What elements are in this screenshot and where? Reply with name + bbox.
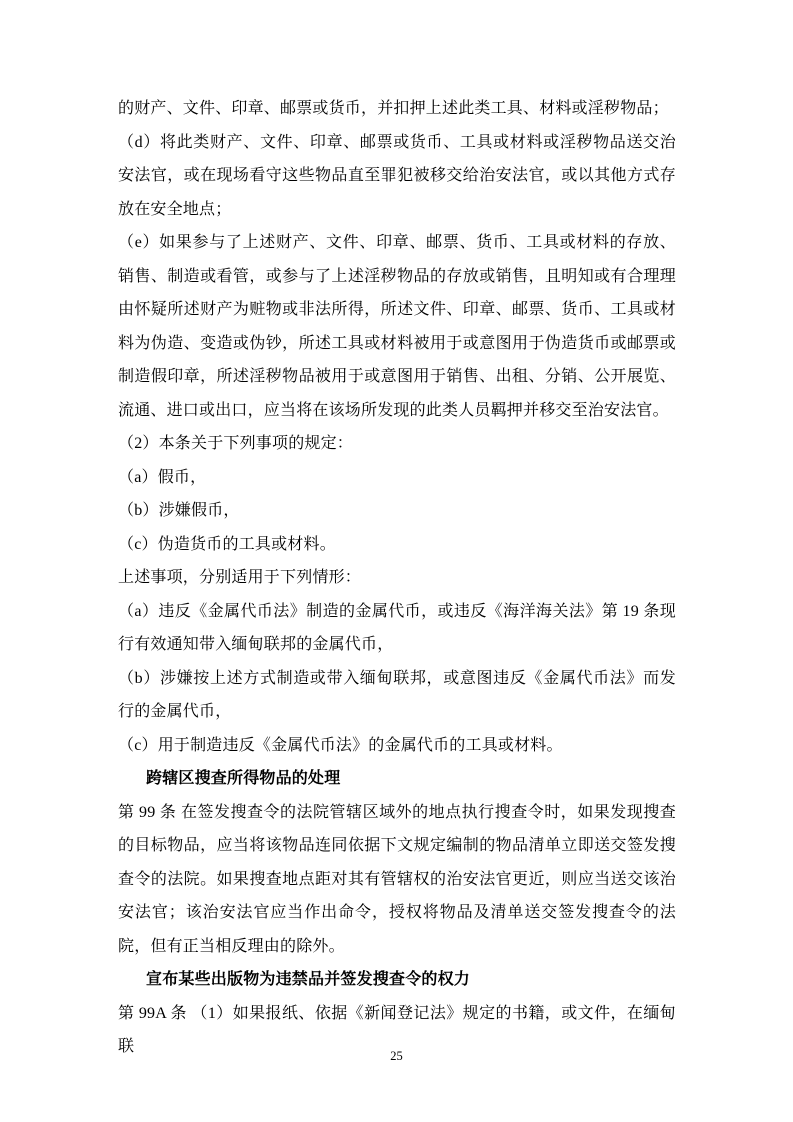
paragraph-clause-2: （2）本条关于下列事项的规定： bbox=[118, 435, 354, 452]
paragraph-article-99: 第 99 条 在签发搜查令的法院管辖区域外的地点执行搜查令时，如果发现搜查的目标物品，应当将该物品连同依据下文规定编制的物品清单立即送交签发搜查令的法院。如果搜查地点距对其有管辖权的治安法官更近，则应当送交该治安法官；该治安法官应当作出命令，授权将物品及清单送交签发搜查令的法院，但有正当相反理由的除外。 bbox=[118, 803, 676, 955]
paragraph-list-c: （c）伪造货币的工具或材料。 bbox=[118, 535, 336, 553]
paragraph-continuation: 的财产、文件、印章、邮票或货币，并扣押上述此类工具、材料或淫秽物品； bbox=[118, 100, 669, 117]
paragraph-item-e: （e）如果参与了上述财产、文件、印章、邮票、货币、工具或材料的存放、销售、制造或看管，或参与了上述淫秽物品的存放或销售，且明知或有合理理由怀疑所述财产为赃物或非法所得，所述文件、印章、邮票、货币、工具或材料为伪造、变造或伪钞，所述工具或材料被用于或意图用于伪造货币或邮票或制造假印章，所述淫秽物品被用于或意图用于销售、出租、分销、公开展览、流通、进口或出口，应当将在该场所发现的此类人员羁押并移交至治安法官。 bbox=[118, 234, 676, 419]
paragraph-list-b: （b）涉嫌假币， bbox=[118, 502, 240, 519]
paragraph-intro-line: 上述事项，分别适用于下列情形： bbox=[118, 569, 362, 586]
paragraph-case-a: （a）违反《金属代币法》制造的金属代币，或违反《海洋海关法》第 19 条现行有效通知带入缅甸联邦的金属代币， bbox=[118, 602, 676, 653]
document-body-text bbox=[118, 92, 676, 1064]
page-number: 25 bbox=[390, 1049, 403, 1063]
section-heading-article-99a: 宣布某些出版物为违禁品并签发搜查令的权力 bbox=[146, 971, 471, 988]
paragraph-article-99a: 第 99A 条 （1）如果报纸、依据《新闻登记法》规定的书籍，或文件，在缅甸联 bbox=[118, 1004, 676, 1055]
section-heading-article-99: 跨辖区搜查所得物品的处理 bbox=[146, 770, 341, 787]
paragraph-case-c: （c）用于制造违反《金属代币法》的金属代币的工具或材料。 bbox=[118, 736, 563, 754]
paragraph-item-d: （d）将此类财产、文件、印章、邮票或货币、工具或材料或淫秽物品送交治安法官，或在现场看守这些物品直至罪犯被移交给治安法官，或以其他方式存放在安全地点； bbox=[118, 133, 676, 218]
paragraph-case-b: （b）涉嫌按上述方式制造或带入缅甸联邦，或意图违反《金属代币法》而发行的金属代币， bbox=[118, 669, 676, 720]
paragraph-list-a: （a）假币， bbox=[118, 468, 207, 486]
